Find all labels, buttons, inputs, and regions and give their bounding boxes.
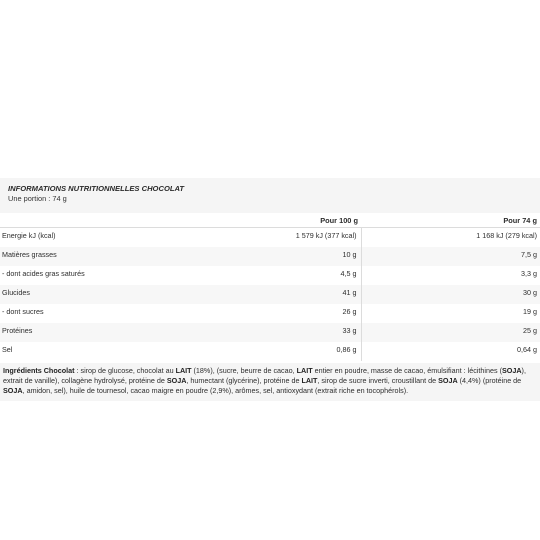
column-header-per-portion: Pour 74 g — [361, 213, 540, 228]
ingredients-heading: Ingrédients Chocolat — [3, 366, 75, 375]
value-per-100g: 10 g — [250, 247, 361, 266]
table-row — [0, 304, 540, 323]
value-per-100g: 33 g — [250, 323, 361, 342]
table-row — [0, 228, 540, 248]
table-header-row — [0, 213, 540, 228]
nutrient-label: Energie kJ (kcal) — [2, 231, 56, 240]
allergen-text: LAIT — [301, 376, 318, 385]
nutrient-label: Matières grasses — [0, 247, 250, 266]
ingredients-text — [3, 366, 526, 395]
value-per-100g: 4,5 g — [250, 266, 361, 285]
portion-size: Une portion : 74 g — [8, 194, 67, 203]
ingredient-text: (4,4%) (protéine de — [457, 376, 522, 385]
nutrient-label: - dont sucres — [2, 307, 44, 316]
value-per-portion: 25 g — [361, 323, 540, 342]
allergen-text: LAIT — [175, 366, 192, 375]
ingredient-text: , sirop de sucre inverti, croustillant de — [317, 376, 439, 385]
nutrition-table — [0, 213, 540, 361]
ingredient-text: ), extrait de vanille), collagène hydrolysé, protéine de — [3, 366, 526, 385]
nutrient-label: - dont acides gras saturés — [2, 269, 85, 278]
allergen-text: SOJA — [438, 376, 458, 385]
ingredient-text: , humectant (glycérine), protéine de — [186, 376, 302, 385]
nutrition-header — [0, 178, 540, 213]
table-row — [0, 342, 540, 361]
value-per-100g: 0,86 g — [250, 342, 361, 361]
table-row — [0, 323, 540, 342]
table-row — [0, 247, 540, 266]
ingredient-text: (18%), (sucre, beurre de cacao, — [191, 366, 297, 375]
ingredients-block — [0, 363, 540, 401]
allergen-text: SOJA — [501, 366, 522, 375]
nutrition-title: INFORMATIONS NUTRITIONNELLES CHOCOLAT — [8, 184, 185, 193]
allergen-text: SOJA — [3, 386, 23, 395]
allergen-text: SOJA — [166, 376, 187, 385]
value-per-portion: 30 g — [361, 285, 540, 304]
value-per-100g: 41 g — [250, 285, 361, 304]
value-per-100g: 26 g — [250, 304, 361, 323]
nutrient-label: Protéines — [0, 323, 250, 342]
nutrition-panel — [0, 178, 540, 401]
ingredient-text: : sirop de glucose, chocolat au — [74, 366, 176, 375]
nutrient-label: Sel — [2, 345, 13, 354]
value-per-portion: 0,64 g — [517, 345, 537, 354]
value-per-portion: 1 168 kJ (279 kcal) — [476, 231, 537, 240]
ingredient-text: , amidon, sel), huile de tournesol, cacao maigre en poudre (2,9%), arômes, sel, antioxydant (extrait riche en tocophérols). — [22, 386, 409, 395]
value-per-portion: 3,3 g — [521, 269, 537, 278]
table-row — [0, 285, 540, 304]
allergen-text: LAIT — [296, 366, 313, 375]
column-header-nutrient — [0, 213, 250, 228]
table-row — [0, 266, 540, 285]
value-per-100g: 1 579 kJ (377 kcal) — [250, 228, 361, 248]
value-per-portion: 19 g — [523, 307, 537, 316]
ingredient-text: entier en poudre, masse de cacao, émulsifiant : lécithines ( — [312, 366, 502, 375]
nutrient-label: Glucides — [0, 285, 250, 304]
column-header-per-100g: Pour 100 g — [250, 213, 361, 228]
value-per-portion: 7,5 g — [361, 247, 540, 266]
